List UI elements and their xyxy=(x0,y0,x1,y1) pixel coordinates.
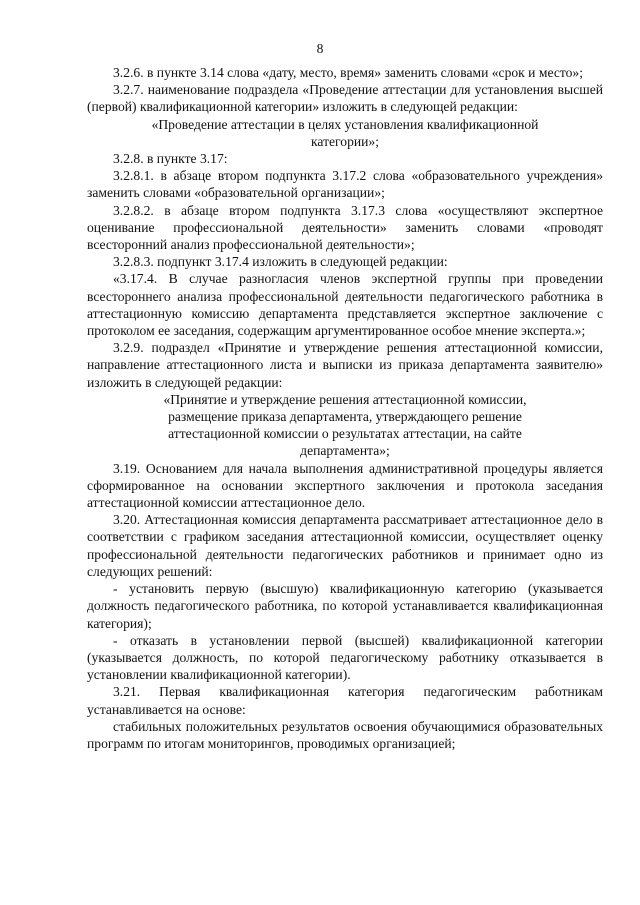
paragraph-3-2-7: 3.2.7. наименование подраздела «Проведение аттестации для установления высшей (первой) квалификационной категории» изложить в следующей редакции: xyxy=(87,82,603,115)
page-number: 8 xyxy=(316,41,324,56)
paragraph-3-19: 3.19. Основанием для начала выполнения административной процедуры является сформированное на основании экспертного заключения и протокола заседания аттестационной комиссии аттестационное дело. xyxy=(87,460,603,511)
paragraph-stable-results: стабильных положительных результатов освоения обучающимися образовательных программ по итогам мониторингов, проводимых организацией; xyxy=(87,718,603,751)
paragraph-3-2-6: 3.2.6. в пункте 3.14 слова «дату, место, время» заменить словами «срок и место»; xyxy=(113,65,583,80)
paragraph-3-17-4: «3.17.4. В случае разногласия членов экспертной группы при проведении всестороннего анализа профессиональной деятельности педагогического работника в аттестационную комиссию департамента представляется экспертное заключение с протоколом ее заседания, содержащим аргументированное особое мнение эксперта.»; xyxy=(87,271,603,339)
paragraph-3-2-8-3: 3.2.8.3. подпункт 3.17.4 изложить в следующей редакции: xyxy=(113,254,448,270)
list-item-establish-category: - установить первую (высшую) квалификационную категорию (указывается должность педагогического работника, по которой устанавливается квалификационная категория); xyxy=(87,581,603,631)
heading-quote-decision: «Принятие и утверждение решения аттестационной комиссии, размещение приказа департамента, утверждающего решение аттестационной комиссии о результатах аттестации, на сайте департамента»; xyxy=(163,391,527,459)
paragraph-3-21: 3.21. Первая квалификационная категория педагогическим работникам устанавливается на основе: xyxy=(87,684,603,717)
paragraph-3-20: 3.20. Аттестационная комиссия департамента рассматривает аттестационное дело в соответствии с графиком заседания аттестационной комиссии, осуществляет оценку профессиональной деятельности педагогических работников и принимает одно из следующих решений: xyxy=(87,512,603,579)
paragraph-3-2-8: 3.2.8. в пункте 3.17: xyxy=(113,151,228,167)
paragraph-3-2-8-1: 3.2.8.1. в абзаце втором подпункта 3.17.2 слова «образовательного учреждения» заменить словами «образовательной организации»; xyxy=(87,168,603,201)
document-body xyxy=(87,64,603,752)
list-item-refuse-category: - отказать в установлении первой (высшей) квалификационной категории (указывается должность, по которой педагогическому работнику отказывается в установлении квалификационной категории). xyxy=(87,632,603,683)
heading-quote-attestation: «Проведение аттестации в целях установления квалификационной категории»; xyxy=(151,116,539,149)
paragraph-3-2-8-2: 3.2.8.2. в абзаце втором подпункта 3.17.3 слова «осуществляют экспертное оценивание профессиональной деятельности» заменить словами «проводят всесторонний анализ профессиональной деятельности»; xyxy=(87,202,603,253)
paragraph-3-2-9: 3.2.9. подраздел «Принятие и утверждение решения аттестационной комиссии, направление аттестационного листа и выписки из приказа департамента заявителю» изложить в следующей редакции: xyxy=(87,340,603,390)
